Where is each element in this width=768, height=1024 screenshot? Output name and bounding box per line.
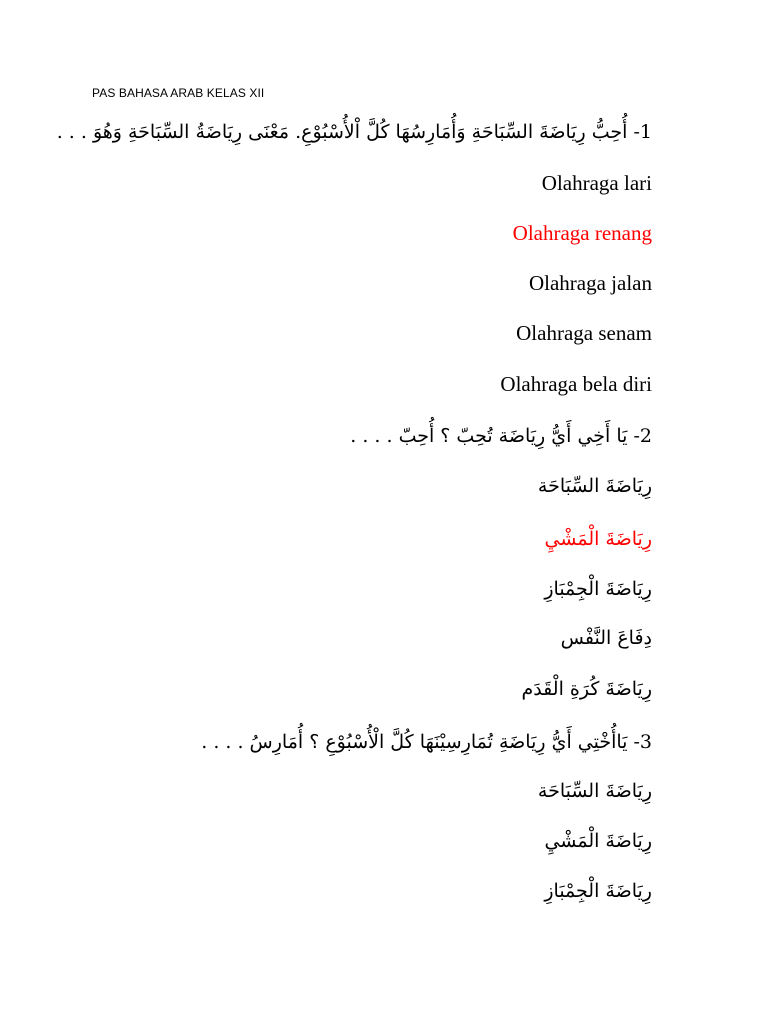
question-1-option-a: Olahraga lari	[541, 171, 652, 195]
question-3-option-b: رِيَاضَةَ الْمَشْيِ	[544, 830, 652, 852]
question-2-text: 2- يَا أَخِي أَيُّ رِيَاضَة تُحِبّ ؟ أُحِبّ . . . .	[350, 425, 652, 447]
question-1-text: 1- أُحِبُّ رِيَاضَةَ السِّبَاحَةِ وَأُمَارِسُهَا كُلَّ اْلأُسْبُوْعِ. مَعْنَى رِيَاضَةُ السِّبَاحَةِ وَهُوَ . . .	[56, 121, 652, 143]
question-3-option-a: رِيَاضَةَ السِّبَاحَة	[537, 780, 652, 802]
question-2-option-c: رِيَاضَةَ الْجِمْبَازِ	[544, 578, 652, 600]
question-3-option-c: رِيَاضَةَ الْجِمْبَازِ	[544, 880, 652, 902]
question-1-option-d: Olahraga senam	[516, 321, 652, 345]
question-2-option-e: رِيَاضَةَ كُرَةِ الْقَدَم	[521, 678, 652, 700]
document-title: PAS BAHASA ARAB KELAS XII	[92, 86, 265, 100]
question-1-option-c: Olahraga jalan	[528, 271, 652, 295]
question-1-option-e: Olahraga bela diri	[500, 372, 652, 396]
question-2-option-d: دِفَاعَ النَّفْس	[560, 627, 652, 649]
question-2-option-b: رِيَاضَةَ الْمَشْيِ	[544, 528, 652, 550]
question-2-option-a: رِيَاضَةَ السِّبَاحَة	[537, 475, 652, 497]
question-1-option-b: Olahraga renang	[512, 221, 652, 245]
question-3-text: 3- يَاأُخْتِي أَيُّ رِيَاضَةِ تُمَارِسِيْنَهَا كُلَّ الْأُسْبُوْعِ ؟ أُمَارِسُ . . . .	[201, 731, 652, 753]
